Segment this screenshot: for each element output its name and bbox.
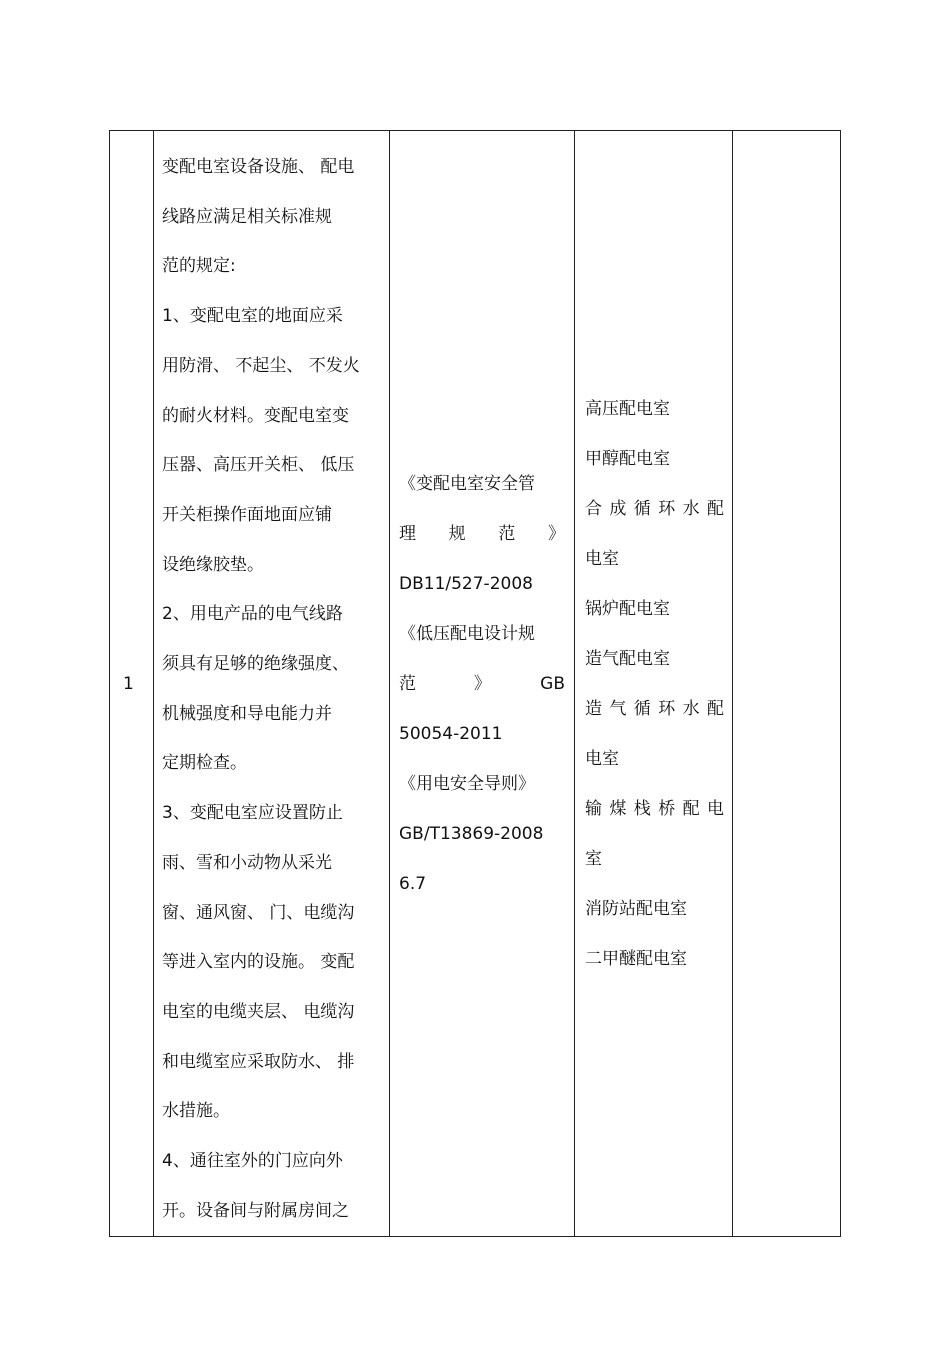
location-line: 造气循环水配 [585, 698, 724, 719]
location-line: 合成循环水配 [585, 498, 724, 519]
standard-line: 6.7 [399, 873, 427, 894]
standard-line: DB11/527-2008 [399, 573, 533, 594]
requirement-line: 2、用电产品的电气线路 [162, 604, 343, 625]
location-line: 二甲醚配电室 [585, 948, 687, 969]
location-line: 消防站配电室 [585, 898, 687, 919]
standard-line: 《低压配电设计规 [399, 623, 535, 644]
requirement-line: 的耐火材料。变配电室变 [162, 405, 349, 426]
location-cell [575, 131, 733, 1237]
row-number-cell: 1 [110, 131, 154, 1237]
standard-line: 范 》 GB [399, 673, 565, 694]
requirement-line: 4、通往室外的门应向外 [162, 1151, 343, 1172]
requirement-line: 等进入室内的设施。 变配 [162, 952, 355, 973]
empty-cell [733, 131, 841, 1237]
requirement-line: 用防滑、 不起尘、 不发火 [162, 355, 360, 376]
standard-line: 《变配电室安全管 [399, 473, 535, 494]
requirement-line: 1、变配电室的地面应采 [162, 306, 343, 327]
requirement-line: 水措施。 [162, 1101, 230, 1122]
location-line: 电室 [585, 748, 619, 769]
requirement-line: 须具有足够的绝缘强度、 [162, 654, 349, 675]
requirement-line: 电室的电缆夹层、 电缆沟 [162, 1001, 355, 1022]
requirement-line: 定期检查。 [162, 753, 247, 774]
requirement-line: 机械强度和导电能力并 [162, 703, 332, 724]
inspection-table [109, 130, 841, 1237]
standard-cell [390, 131, 575, 1237]
standard-line: GB/T13869-2008 [399, 823, 544, 844]
requirement-line: 压器、高压开关柜、 低压 [162, 455, 355, 476]
location-line: 甲醇配电室 [585, 448, 670, 469]
location-line: 造气配电室 [585, 648, 670, 669]
requirement-line: 范的规定: [162, 256, 236, 277]
requirement-line: 线路应满足相关标准规 [162, 206, 332, 227]
table-row [110, 131, 841, 1237]
requirement-line: 雨、雪和小动物从采光 [162, 852, 332, 873]
requirement-line: 窗、通风窗、 门、电缆沟 [162, 902, 355, 923]
standard-line: 50054-2011 [399, 723, 503, 744]
requirement-line: 设绝缘胶垫。 [162, 554, 264, 575]
location-line: 锅炉配电室 [585, 598, 670, 619]
location-line: 电室 [585, 548, 619, 569]
requirement-line: 开关柜操作面地面应铺 [162, 504, 332, 525]
requirement-line: 开。设备间与附属房间之 [162, 1200, 349, 1221]
location-line: 室 [585, 848, 602, 869]
requirement-line: 和电缆室应采取防水、 排 [162, 1051, 355, 1072]
requirement-cell [154, 131, 390, 1237]
requirement-line: 3、变配电室应设置防止 [162, 803, 343, 824]
location-line: 输煤栈桥配电 [585, 798, 724, 819]
standard-line: 《用电安全导则》 [399, 773, 535, 794]
standard-line: 理 规 范 》 [399, 523, 565, 544]
requirement-line: 变配电室设备设施、 配电 [162, 157, 355, 177]
location-line: 高压配电室 [585, 398, 670, 419]
